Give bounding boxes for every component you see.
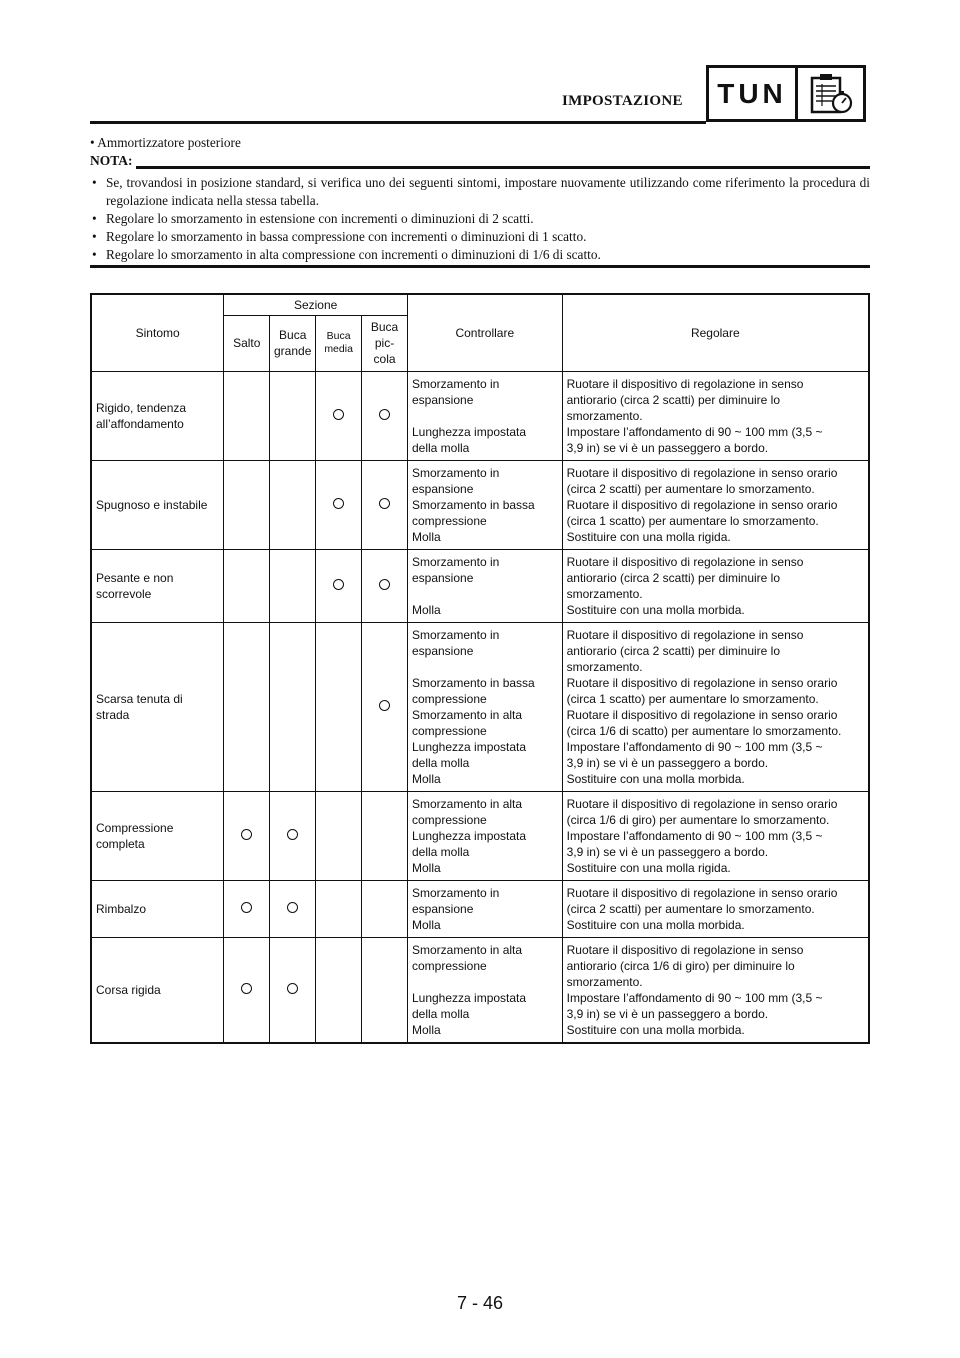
table-row: [91, 549, 869, 622]
page-number: 7 - 46: [456, 1293, 504, 1313]
section-mark-cell: [224, 791, 270, 880]
nota-end-rule: [90, 265, 870, 268]
nota-item: • Regolare lo smorzamento in alta compressione con incrementi o diminuzioni di 1/6 di scatto.: [90, 246, 870, 264]
nota-item: • Se, trovandosi in posizione standard, si verifica uno dei seguenti sintomi, impostare nuovamente utilizzando come riferimento la procedura di regolazione indicata nella stessa tabella.: [90, 174, 870, 210]
symptom-cell: Rimbalzo: [91, 880, 224, 937]
section-mark-cell: [224, 549, 270, 622]
check-cell: Smorzamento in espansione Smorzamento in bassa compressione Molla: [407, 460, 562, 549]
table-row: [91, 880, 869, 937]
table-row: [91, 371, 869, 460]
check-cell: Smorzamento in espansione Lunghezza impostata della molla: [407, 371, 562, 460]
section-mark-cell: [224, 460, 270, 549]
section-mark-cell: [362, 937, 408, 1043]
section-mark-cell: [270, 549, 316, 622]
section-mark-cell: [362, 880, 408, 937]
section-mark-cell: [316, 937, 362, 1043]
section-mark-cell: [316, 549, 362, 622]
circle-mark-icon: [333, 579, 344, 590]
check-cell: Smorzamento in espansione Smorzamento in bassa compressione Smorzamento in alta compressione Lunghezza impostata della molla Molla: [407, 622, 562, 791]
table-row: [91, 937, 869, 1043]
header-salto: Salto: [224, 315, 270, 371]
section-mark-cell: [224, 371, 270, 460]
adjust-cell: Ruotare il dispositivo di regolazione in senso antiorario (circa 2 scatti) per diminuire lo smorzamento. Impostare l’affondamento di 90 ~ 100 mm (3,5 ~ 3,9 in) se vi è un passeggero a bordo.: [562, 371, 869, 460]
table-row: [91, 791, 869, 880]
check-cell: Smorzamento in espansione Molla: [407, 549, 562, 622]
adjust-cell: Ruotare il dispositivo di regolazione in senso orario (circa 1/6 di giro) per aumentare lo smorzamento. Impostare l’affondamento di 90 ~ 100 mm (3,5 ~ 3,9 in) se vi è un passeggero a bordo. Sostituire con una molla rigida.: [562, 791, 869, 880]
section-mark-cell: [270, 460, 316, 549]
header-adjust: Regolare: [562, 294, 869, 371]
section-title: IMPOSTAZIONE: [562, 93, 683, 109]
section-mark-cell: [316, 460, 362, 549]
circle-mark-icon: [379, 409, 390, 420]
section-mark-cell: [362, 371, 408, 460]
check-cell: Smorzamento in espansione Molla: [407, 880, 562, 937]
header-buca-piccola: Buca pic- cola: [362, 315, 408, 371]
nota-rule: [136, 166, 870, 169]
adjust-cell: Ruotare il dispositivo di regolazione in senso antiorario (circa 2 scatti) per diminuire lo smorzamento. Sostituire con una molla morbida.: [562, 549, 869, 622]
symptom-cell: Corsa rigida: [91, 937, 224, 1043]
symptom-cell: Pesante e non scorrevole: [91, 549, 224, 622]
symptom-cell: Rigido, tendenza all’affondamento: [91, 371, 224, 460]
circle-mark-icon: [287, 902, 298, 913]
adjust-cell: Ruotare il dispositivo di regolazione in senso orario (circa 2 scatti) per aumentare lo smorzamento. Sostituire con una molla morbida.: [562, 880, 869, 937]
section-mark-cell: [362, 622, 408, 791]
circle-mark-icon: [287, 983, 298, 994]
circle-mark-icon: [333, 409, 344, 420]
adjust-cell: Ruotare il dispositivo di regolazione in senso orario (circa 2 scatti) per aumentare lo smorzamento. Ruotare il dispositivo di regolazione in senso orario (circa 1 scatto) per aumentare lo smorzamento. Sostituire con una molla rigida.: [562, 460, 869, 549]
section-mark-cell: [316, 880, 362, 937]
section-mark-cell: [270, 937, 316, 1043]
symptom-table: [90, 293, 870, 1037]
header-symptom: Sintomo: [91, 294, 224, 371]
header-check: Controllare: [407, 294, 562, 371]
section-mark-cell: [270, 880, 316, 937]
section-mark-cell: [224, 622, 270, 791]
header-section: Sezione: [224, 294, 408, 315]
symptom-cell: Compressione completa: [91, 791, 224, 880]
table-row: [91, 460, 869, 549]
section-mark-cell: [270, 622, 316, 791]
section-mark-cell: [270, 371, 316, 460]
check-cell: Smorzamento in alta compressione Lunghezza impostata della molla Molla: [407, 791, 562, 880]
circle-mark-icon: [379, 498, 390, 509]
symptom-table-grid: [90, 293, 870, 1044]
circle-mark-icon: [333, 498, 344, 509]
section-mark-cell: [224, 937, 270, 1043]
header-buca-media: Buca media: [316, 315, 362, 371]
circle-mark-icon: [379, 579, 390, 590]
intro-bullet: • Ammortizzatore posteriore: [90, 135, 241, 150]
symptom-cell: Spugnoso e instabile: [91, 460, 224, 549]
section-mark-cell: [224, 880, 270, 937]
adjust-cell: Ruotare il dispositivo di regolazione in senso antiorario (circa 1/6 di giro) per diminuire lo smorzamento. Impostare l’affondamento di 90 ~ 100 mm (3,5 ~ 3,9 in) se vi è un passeggero a bordo. Sostituire con una molla morbida.: [562, 937, 869, 1043]
circle-mark-icon: [241, 829, 252, 840]
section-mark-cell: [362, 791, 408, 880]
header-buca-grande: Buca grande: [270, 315, 316, 371]
nota-list: [90, 174, 870, 264]
table-body: [91, 371, 869, 1043]
circle-mark-icon: [379, 700, 390, 711]
section-mark-cell: [316, 791, 362, 880]
circle-mark-icon: [241, 902, 252, 913]
section-mark-cell: [362, 549, 408, 622]
table-row: [91, 622, 869, 791]
section-mark-cell: [316, 622, 362, 791]
section-mark-cell: [270, 791, 316, 880]
nota-item: • Regolare lo smorzamento in bassa compressione con incrementi o diminuzioni di 1 scatto.: [90, 228, 870, 246]
symptom-cell: Scarsa tenuta di strada: [91, 622, 224, 791]
section-mark-cell: [362, 460, 408, 549]
circle-mark-icon: [287, 829, 298, 840]
badge-code: TUN: [709, 68, 798, 119]
circle-mark-icon: [241, 983, 252, 994]
header-rule: [90, 121, 706, 124]
checklist-stopwatch-icon: [798, 68, 863, 119]
section-mark-cell: [316, 371, 362, 460]
section-badge: [706, 65, 866, 122]
adjust-cell: Ruotare il dispositivo di regolazione in senso antiorario (circa 2 scatti) per diminuire lo smorzamento. Ruotare il dispositivo di regolazione in senso orario (circa 1 scatto) per aumentare lo smorzamento. Ruotare il dispositivo di regolazione in senso orario (circa 1/6 di scatto) per aumentare lo smorzamento. Impostare l’affondamento di 90 ~ 100 mm (3,5 ~ 3,9 in) se vi è un passeggero a bordo. Sostituire con una molla morbida.: [562, 622, 869, 791]
check-cell: Smorzamento in alta compressione Lunghezza impostata della molla Molla: [407, 937, 562, 1043]
nota-item: • Regolare lo smorzamento in estensione con incrementi o diminuzioni di 2 scatti.: [90, 210, 870, 228]
nota-label: NOTA:: [90, 153, 133, 168]
